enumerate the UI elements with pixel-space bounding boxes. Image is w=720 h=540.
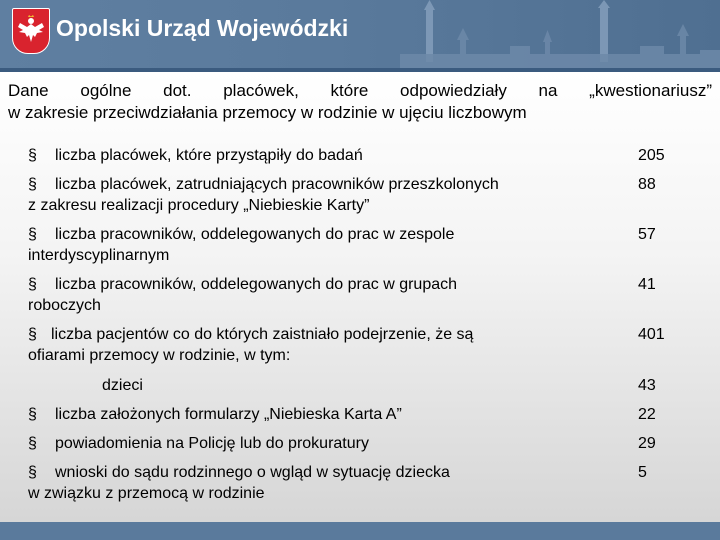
list-item-text-continued: ofiarami przemocy w rodzinie, w tym: xyxy=(28,347,291,364)
list-item-text: liczba pacjentów co do których zaistniało podejrzenie, że są xyxy=(51,326,474,343)
list-item-text-continued: interdyscyplinarnym xyxy=(28,247,170,264)
list-item-value: 29 xyxy=(638,435,656,452)
polish-eagle-emblem-icon xyxy=(12,8,50,54)
city-skyline-icon xyxy=(400,0,720,68)
bullet-icon: § xyxy=(28,464,37,481)
list-item-text: liczba placówek, zatrudniających pracowników przeszkolonych xyxy=(55,176,499,193)
bullet-icon: § xyxy=(28,406,37,423)
list-item-text-continued: z zakresu realizacji procedury „Niebieskie Karty” xyxy=(28,197,370,214)
bullet-icon: § xyxy=(28,176,37,193)
list-item-grupy-robocze xyxy=(28,274,608,316)
header-bar xyxy=(0,0,720,68)
list-item-pacjenci-ofiary xyxy=(28,324,608,366)
list-item-text-continued: roboczych xyxy=(28,297,101,314)
list-item-value: 41 xyxy=(638,276,656,293)
list-item-value: 57 xyxy=(638,226,656,243)
footer-bar xyxy=(0,522,720,540)
bullet-icon: § xyxy=(28,435,37,452)
list-item-formularze xyxy=(28,404,608,425)
list-item-text-continued: w związku z przemocą w rodzinie xyxy=(28,485,265,502)
list-item-text: wnioski do sądu rodzinnego o wgląd w sytuację dziecka xyxy=(55,464,450,481)
header-title: Opolski Urząd Wojewódzki xyxy=(56,15,349,41)
list-item-text: powiadomienia na Policję lub do prokuratury xyxy=(55,435,369,452)
page-heading xyxy=(8,80,712,124)
heading-line-1: Dane ogólne dot. placówek, które odpowiedziały na „kwestionariusz” xyxy=(8,81,712,100)
bullet-icon: § xyxy=(28,326,37,343)
list-item-powiadomienia xyxy=(28,433,608,454)
list-item-text: liczba założonych formularzy „Niebieska Karta A” xyxy=(55,406,402,423)
list-item-text: liczba placówek, które przystąpiły do badań xyxy=(55,147,363,164)
bullet-icon: § xyxy=(28,147,37,164)
list-item-value: 22 xyxy=(638,406,656,423)
list-item-wnioski-sad xyxy=(28,462,608,504)
list-item-text: liczba pracowników, oddelegowanych do prac w zespole xyxy=(55,226,455,243)
list-item-placowki-badania xyxy=(28,145,608,166)
list-item-value: 43 xyxy=(638,377,656,394)
list-item-value: 5 xyxy=(638,464,647,481)
list-item-value: 88 xyxy=(638,176,656,193)
list-item-text: liczba pracowników, oddelegowanych do prac w grupach xyxy=(55,276,458,293)
bullet-icon: § xyxy=(28,276,37,293)
list-item-zespol-interdyscyplinarny xyxy=(28,224,608,266)
list-item-value: 205 xyxy=(638,147,665,164)
list-item-dzieci xyxy=(102,375,502,396)
heading-line-2: w zakresie przeciwdziałania przemocy w rodzinie w ujęciu liczbowym xyxy=(8,103,527,122)
list-item-text: dzieci xyxy=(102,377,143,394)
list-item-value: 401 xyxy=(638,326,665,343)
bullet-icon: § xyxy=(28,226,37,243)
list-item-placowki-przeszkoleni xyxy=(28,174,608,216)
